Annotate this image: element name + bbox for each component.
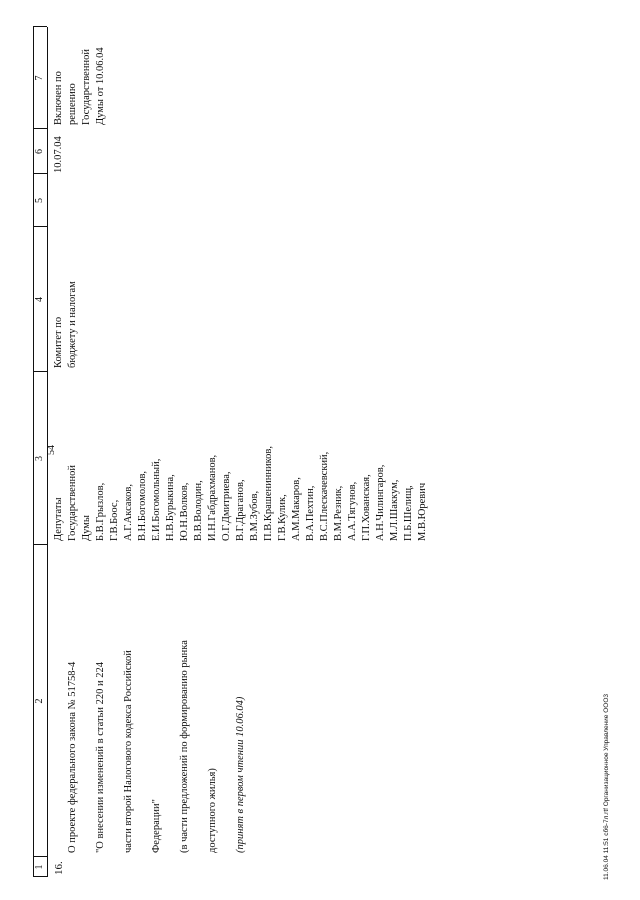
- bill-title-line: части второй Налогового кодекса Российской: [123, 650, 134, 853]
- row-number: 16.: [53, 861, 65, 875]
- bill-reading-note: (принят в первом чтении 10.06.04): [235, 696, 246, 853]
- header-col-6: 6: [34, 149, 45, 154]
- header-col-4: 4: [34, 297, 45, 302]
- bill-title-line: Федерации": [151, 799, 162, 853]
- header-col-7: 7: [34, 75, 45, 81]
- review-date: 10.07.04: [53, 136, 64, 173]
- header-row-border: [47, 27, 48, 877]
- initiators-list: Депутаты Государственной Думы Б.В.Грызлов, Г.В.Боос, А.Г.Аксаков, В.Н.Богомолов, Е.И.Богомольный, Н.В.Бурыкина, Ю.Н.Волков, В.В.Володин, И.Н.Габдрахманов, О.Г.Дмитриева, В.Г.Драганов, В.М.Зубов, П.В.Крашенинников, Г.В.Кулик, А.М.Макаров, В.А.Пехтин, В.С.Плескачевский, В.М.Резник, А.А.Тягунов, Г.П.Хованская, А.Н.Чилингаров, М.Л.Шаккум, П.Б.Шелищ, М.В.Юревич: [53, 446, 428, 541]
- status-note: Включен по решению Государственной Думы от 10.06.04: [53, 47, 106, 125]
- page-number: 54: [46, 445, 57, 455]
- footer-text: 11.06.04 11:51 сб6-7л.rtf Организационное Управление ООО3: [603, 694, 610, 880]
- header-col-3: 3: [34, 456, 45, 461]
- header-col-1: 1: [34, 864, 45, 870]
- bill-title-line: (в части предложений по формированию рынка: [179, 640, 190, 853]
- bill-title-line: доступного жилья): [207, 768, 218, 853]
- bill-title: [52, 548, 262, 853]
- header-col-5: 5: [34, 198, 45, 203]
- header-col-2: 2: [34, 698, 45, 704]
- bill-title-line: "О внесении изменений в статьи 220 и 224: [95, 662, 106, 853]
- responsible-committee: Комитет по бюджету и налогам: [53, 281, 78, 368]
- agenda-table: [33, 27, 633, 877]
- document-sheet: [33, 27, 633, 877]
- bill-title-line: О проекте федерального закона № 51758-4: [67, 661, 78, 853]
